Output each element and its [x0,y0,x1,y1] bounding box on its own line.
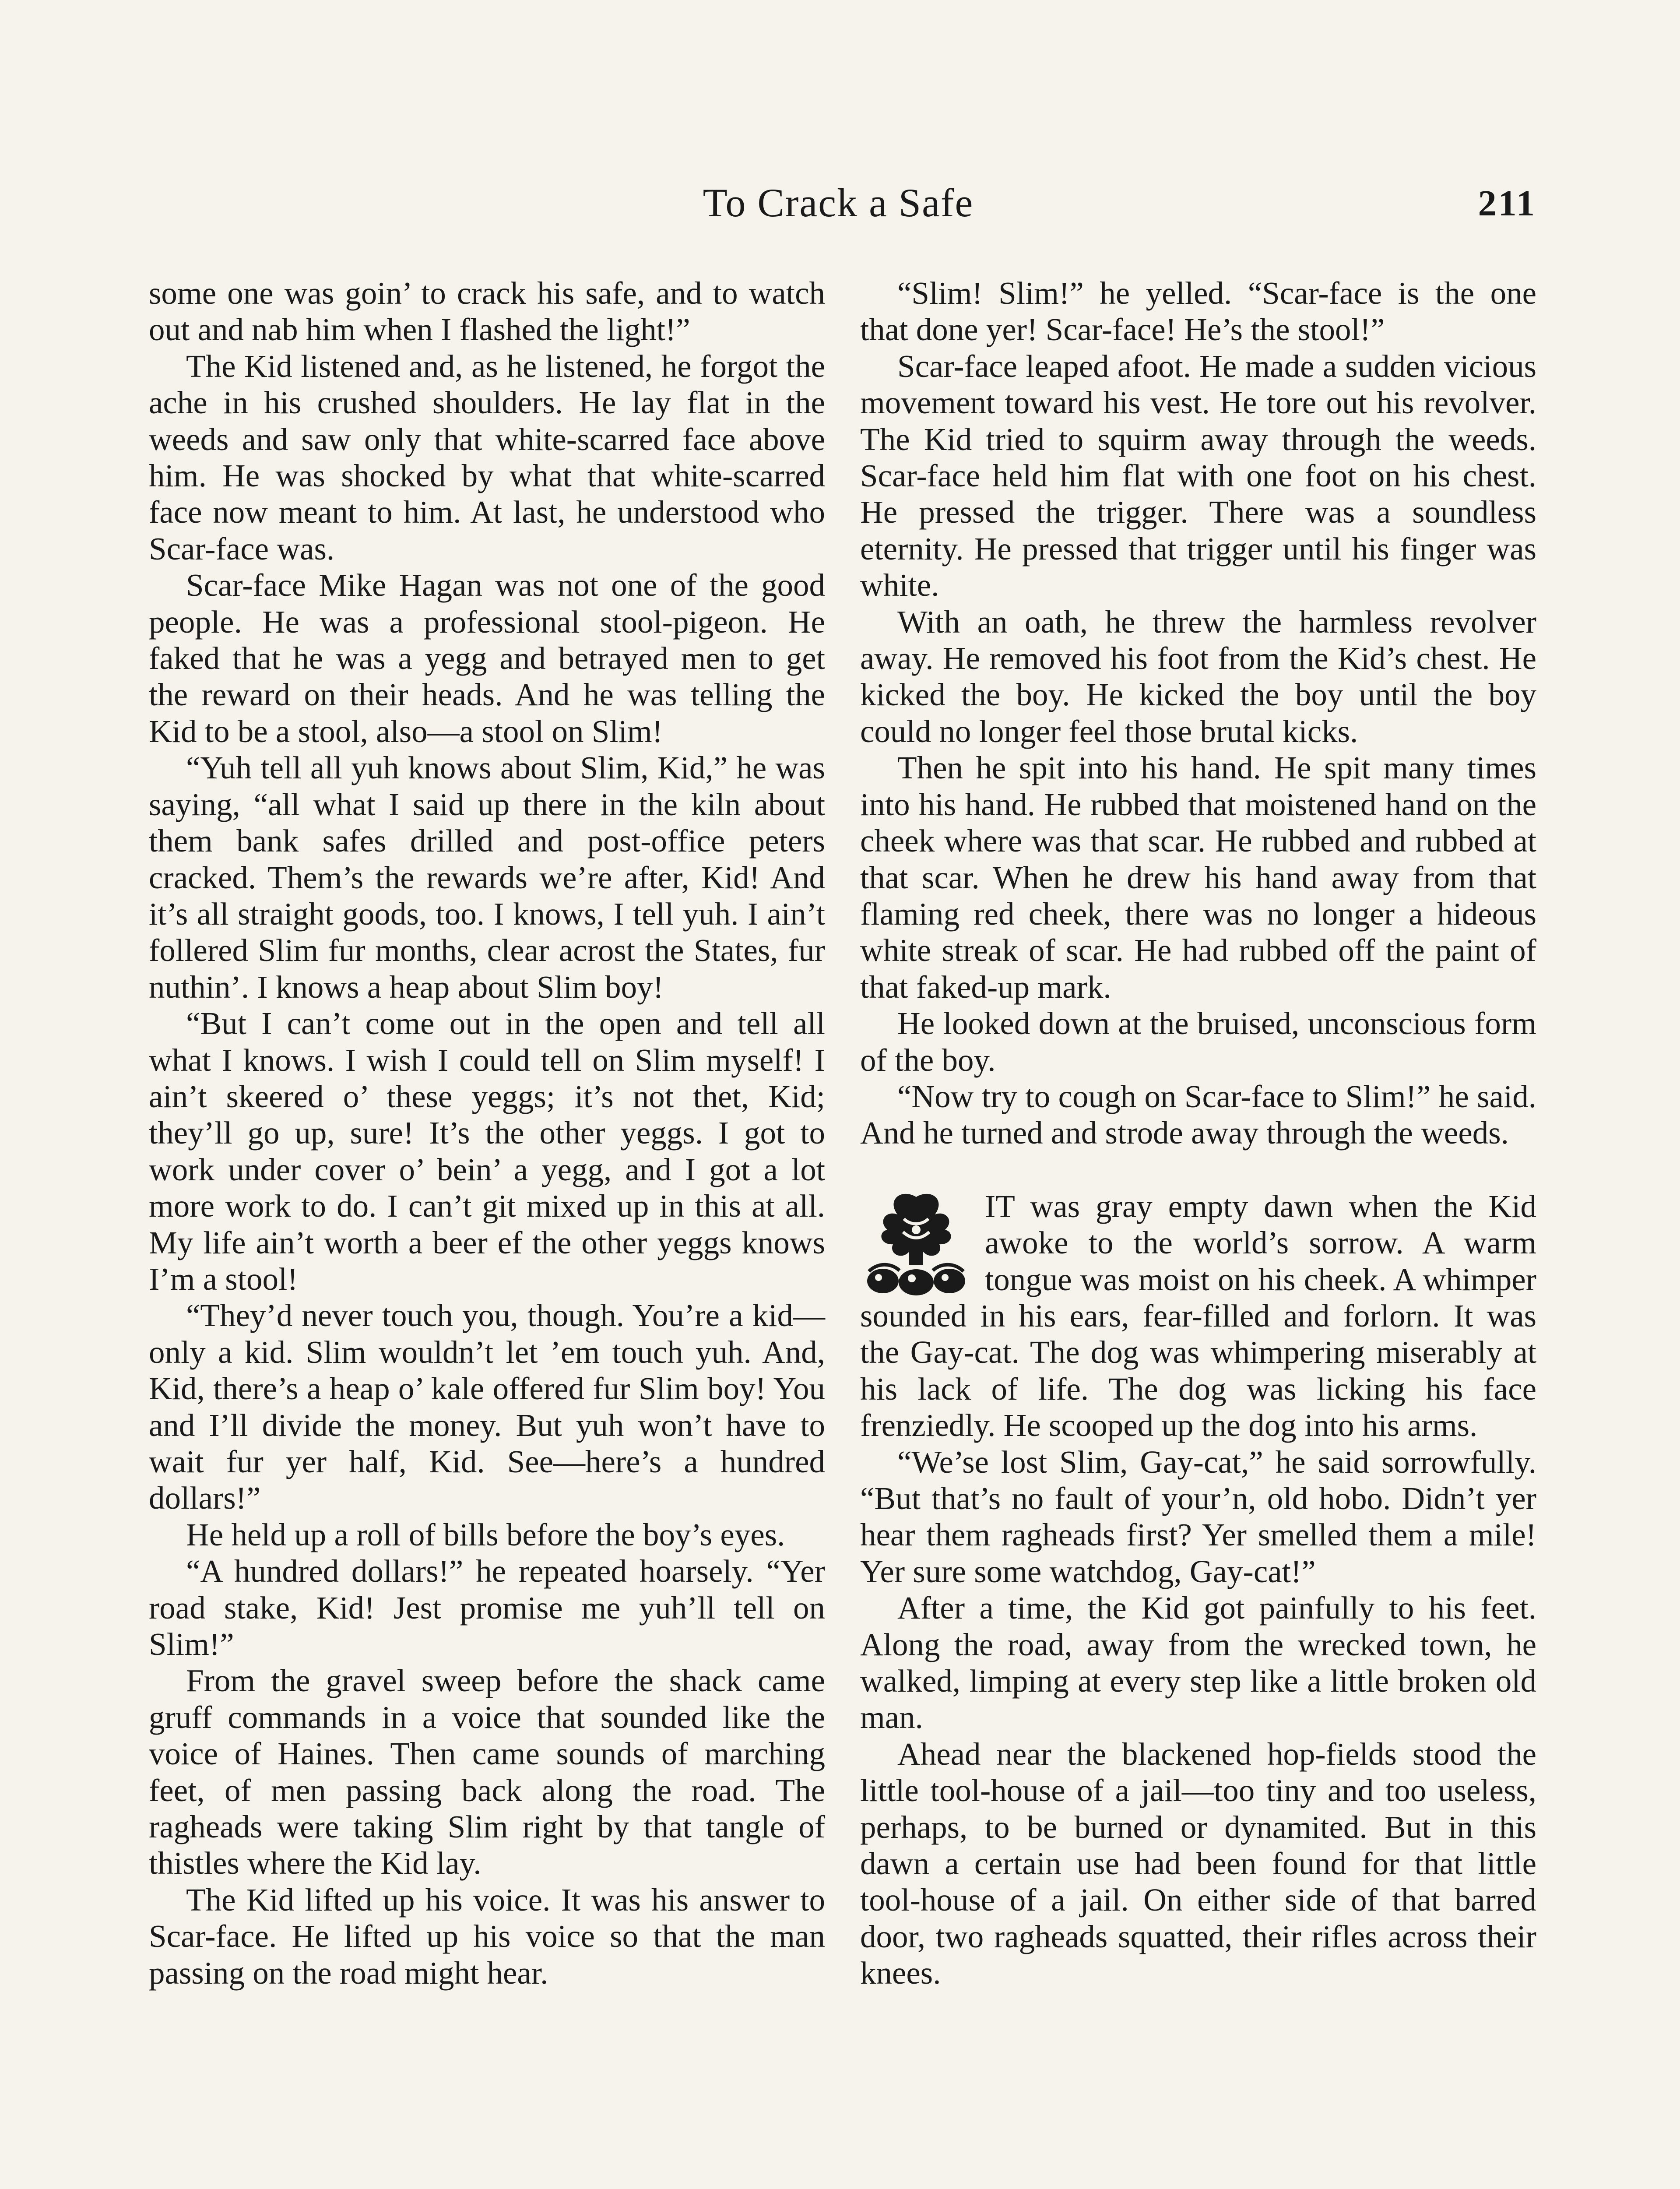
ornament-icon [860,1188,972,1298]
paragraph: Scar-face leaped afoot. He made a sudden vicious movement toward his vest. He tore out his revolver. The Kid tried to squirm away through the weeds. Scar-face held him flat with one foot on his chest. He pressed the trigger. There was a soundless eternity. He pressed that trigger until his finger was white. [860,348,1536,603]
paragraph: He looked down at the bruised, unconscious form of the boy. [860,1006,1536,1078]
paragraph: With an oath, he threw the harmless revolver away. He removed his foot from the Kid’s chest. He kicked the boy. He kicked the boy until the boy could no longer feel those brutal kicks. [860,604,1536,749]
section-opening [860,1188,1536,1444]
paragraph: “Yuh tell all yuh knows about Slim, Kid,” he was saying, “all what I said up there in the kiln about them bank safes drilled and post-office peters cracked. Them’s the rewards we’re after, Kid! And it’s all straight goods, too. I knows, I tell yuh. I ain’t follered Slim fur months, clear acrost the States, fur nuthin’. I knows a heap about Slim boy! [149,750,825,1005]
page-header [149,179,1536,241]
paragraph: Then he spit into his hand. He spit many times into his hand. He rubbed that moistened hand on the cheek where was that scar. He rubbed and rubbed at that scar. When he drew his hand away from that flaming red cheek, there was no longer a hideous white streak of scar. He had rubbed off the paint of that faked-up mark. [860,750,1536,1005]
paragraph: “We’se lost Slim, Gay-cat,” he said sorrowfully. “But that’s no fault of your’n, old hobo. Didn’t yer hear them ragheads first? Yer smelled them a mile! Yer sure some watchdog, Gay-cat!” [860,1444,1536,1589]
right-column [860,275,1536,1992]
page-number: 211 [1478,183,1536,224]
paragraph: Scar-face Mike Hagan was not one of the good people. He was a professional stool-pigeon. He faked that he was a yegg and betrayed men to get the reward on their heads. And he was telling the Kid to be a stool, also—a stool on Slim! [149,567,825,749]
paragraph: “But I can’t come out in the open and tell all what I knows. I wish I could tell on Slim myself! I ain’t skeered o’ these yeggs; it’s not thet, Kid; they’ll go up, sure! It’s the other yeggs. I got to work under cover o’ bein’ a yegg, and I got a lot more work to do. I can’t git mixed up in this at all. My life ain’t worth a beer ef the other yeggs knows I’m a stool! [149,1006,825,1297]
paragraph: IT was gray empty dawn when the Kid awoke to the world’s sorrow. A warm tongue was moist on his cheek. A whimper sounded in his ears, fear-filled and forlorn. It was the Gay-cat. The dog was whimpering miserably at his lack of life. The dog was licking his face frenziedly. He scooped up the dog into his arms. [860,1188,1536,1443]
paragraph: some one was goin’ to crack his safe, and to watch out and nab him when I flashed the light!” [149,275,825,348]
paragraph: The Kid lifted up his voice. It was his answer to Scar-face. He lifted up his voice so that the man passing on the road might hear. [149,1882,825,1991]
paragraph: “Now try to cough on Scar-face to Slim!” he said. And he turned and strode away through the weeds. [860,1078,1536,1151]
running-title: To Crack a Safe [703,180,974,225]
paragraph: The Kid listened and, as he listened, he forgot the ache in his crushed shoulders. He lay flat in the weeds and saw only that white-scarred face above him. He was shocked by what that white-scarred face now meant to him. At last, he understood who Scar-face was. [149,348,825,567]
paragraph: “Slim! Slim!” he yelled. “Scar-face is the one that done yer! Scar-face! He’s the stool!” [860,275,1536,348]
paragraph: “A hundred dollars!” he repeated hoarsely. “Yer road stake, Kid! Jest promise me yuh’ll tell on Slim!” [149,1553,825,1662]
paragraph: “They’d never touch you, though. You’re a kid—only a kid. Slim wouldn’t let ’em touch yuh. And, Kid, there’s a heap o’ kale offered fur Slim boy! You and I’ll divide the money. But yuh won’t have to wait fur yer half, Kid. See—here’s a hundred dollars!” [149,1298,825,1516]
paragraph: From the gravel sweep before the shack came gruff commands in a voice that sounded like the voice of Haines. Then came sounds of marching feet, of men passing back along the road. The ragheads were taking Slim right by that tangle of thistles where the Kid lay. [149,1663,825,1881]
left-column [149,275,825,1991]
paragraph: He held up a roll of bills before the boy’s eyes. [186,1517,785,1552]
section-break [860,1151,1536,1188]
paragraph: Ahead near the blackened hop-fields stood the little tool-house of a jail—too tiny and too useless, perhaps, to be burned or dynamited. But in this dawn a certain use had been found for that little tool-house of a jail. On either side of that barred door, two ragheads squatted, their rifles across their knees. [860,1736,1536,1991]
paragraph: After a time, the Kid got painfully to his feet. Along the road, away from the wrecked town, he walked, limping at every step like a little broken old man. [860,1590,1536,1735]
